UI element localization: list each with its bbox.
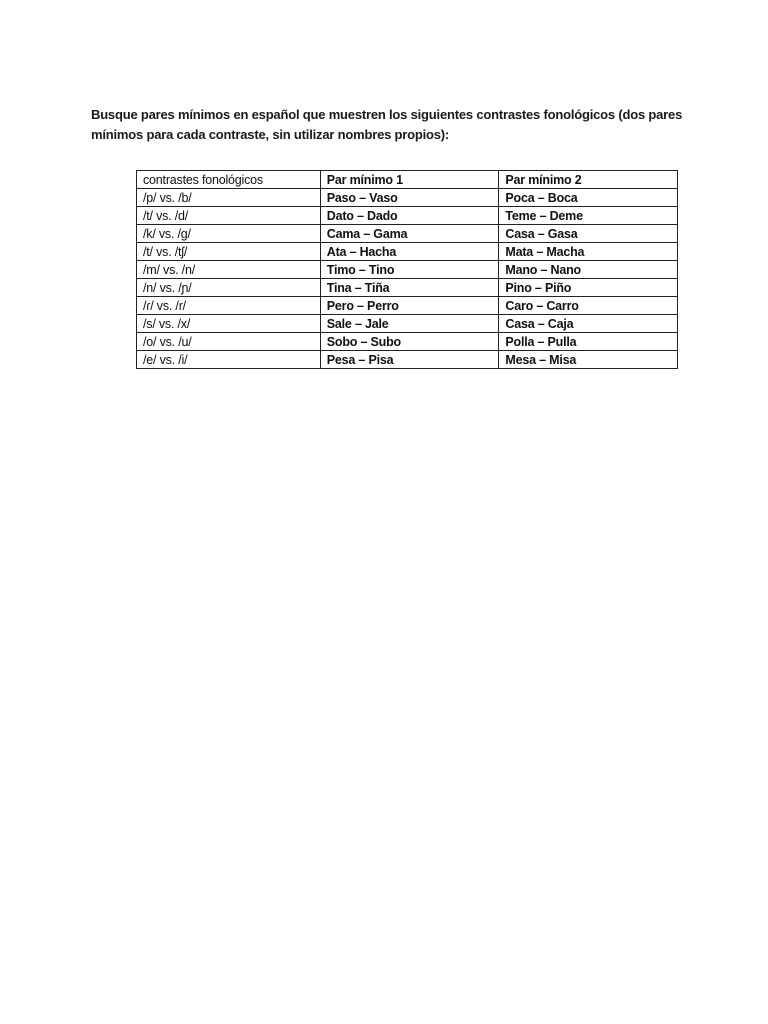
pair-1-cell: Cama – Gama [320, 225, 499, 243]
pair-2-cell: Caro – Carro [499, 297, 678, 315]
contrast-cell: /m/ vs. /n/ [137, 261, 321, 279]
pair-1-cell: Sale – Jale [320, 315, 499, 333]
pair-2-cell: Poca – Boca [499, 189, 678, 207]
table-row [137, 207, 678, 225]
contrast-cell: /t/ vs. /tʃ/ [137, 243, 321, 261]
pair-1-cell: Timo – Tino [320, 261, 499, 279]
contrast-cell: /ɾ/ vs. /r/ [137, 297, 321, 315]
pair-2-cell: Polla – Pulla [499, 333, 678, 351]
minimal-pairs-table [136, 170, 678, 369]
table-row [137, 333, 678, 351]
pair-2-cell: Mano – Nano [499, 261, 678, 279]
contrast-cell: /n/ vs. /ɲ/ [137, 279, 321, 297]
contrast-cell: /e/ vs. /i/ [137, 351, 321, 369]
table-row [137, 279, 678, 297]
instructions-text: Busque pares mínimos en español que muestren los siguientes contrastes fonológicos (dos pares mínimos para cada contraste, sin utilizar nombres propios): [91, 107, 683, 142]
pair-1-cell: Dato – Dado [320, 207, 499, 225]
contrast-cell: /s/ vs. /x/ [137, 315, 321, 333]
pair-1-cell: Pero – Perro [320, 297, 499, 315]
pair-2-cell: Casa – Gasa [499, 225, 678, 243]
contrast-cell: /p/ vs. /b/ [137, 189, 321, 207]
table-header-row [137, 171, 678, 189]
pair-2-cell: Casa – Caja [499, 315, 678, 333]
table-row [137, 261, 678, 279]
contrast-cell: /t/ vs. /d/ [137, 207, 321, 225]
pair-2-cell: Mata – Macha [499, 243, 678, 261]
table-row [137, 243, 678, 261]
header-pair-2: Par mínimo 2 [499, 171, 678, 189]
pair-1-cell: Pesa – Pisa [320, 351, 499, 369]
pair-1-cell: Sobo – Subo [320, 333, 499, 351]
table-row [137, 351, 678, 369]
pair-2-cell: Teme – Deme [499, 207, 678, 225]
table-row [137, 189, 678, 207]
header-pair-1: Par mínimo 1 [320, 171, 499, 189]
pair-1-cell: Tina – Tiña [320, 279, 499, 297]
header-contrasts: contrastes fonológicos [137, 171, 321, 189]
table-row [137, 315, 678, 333]
pair-1-cell: Paso – Vaso [320, 189, 499, 207]
pair-1-cell: Ata – Hacha [320, 243, 499, 261]
pair-2-cell: Pino – Piño [499, 279, 678, 297]
contrast-cell: /k/ vs. /g/ [137, 225, 321, 243]
table-row [137, 225, 678, 243]
contrast-cell: /o/ vs. /u/ [137, 333, 321, 351]
pair-2-cell: Mesa – Misa [499, 351, 678, 369]
table-row [137, 297, 678, 315]
